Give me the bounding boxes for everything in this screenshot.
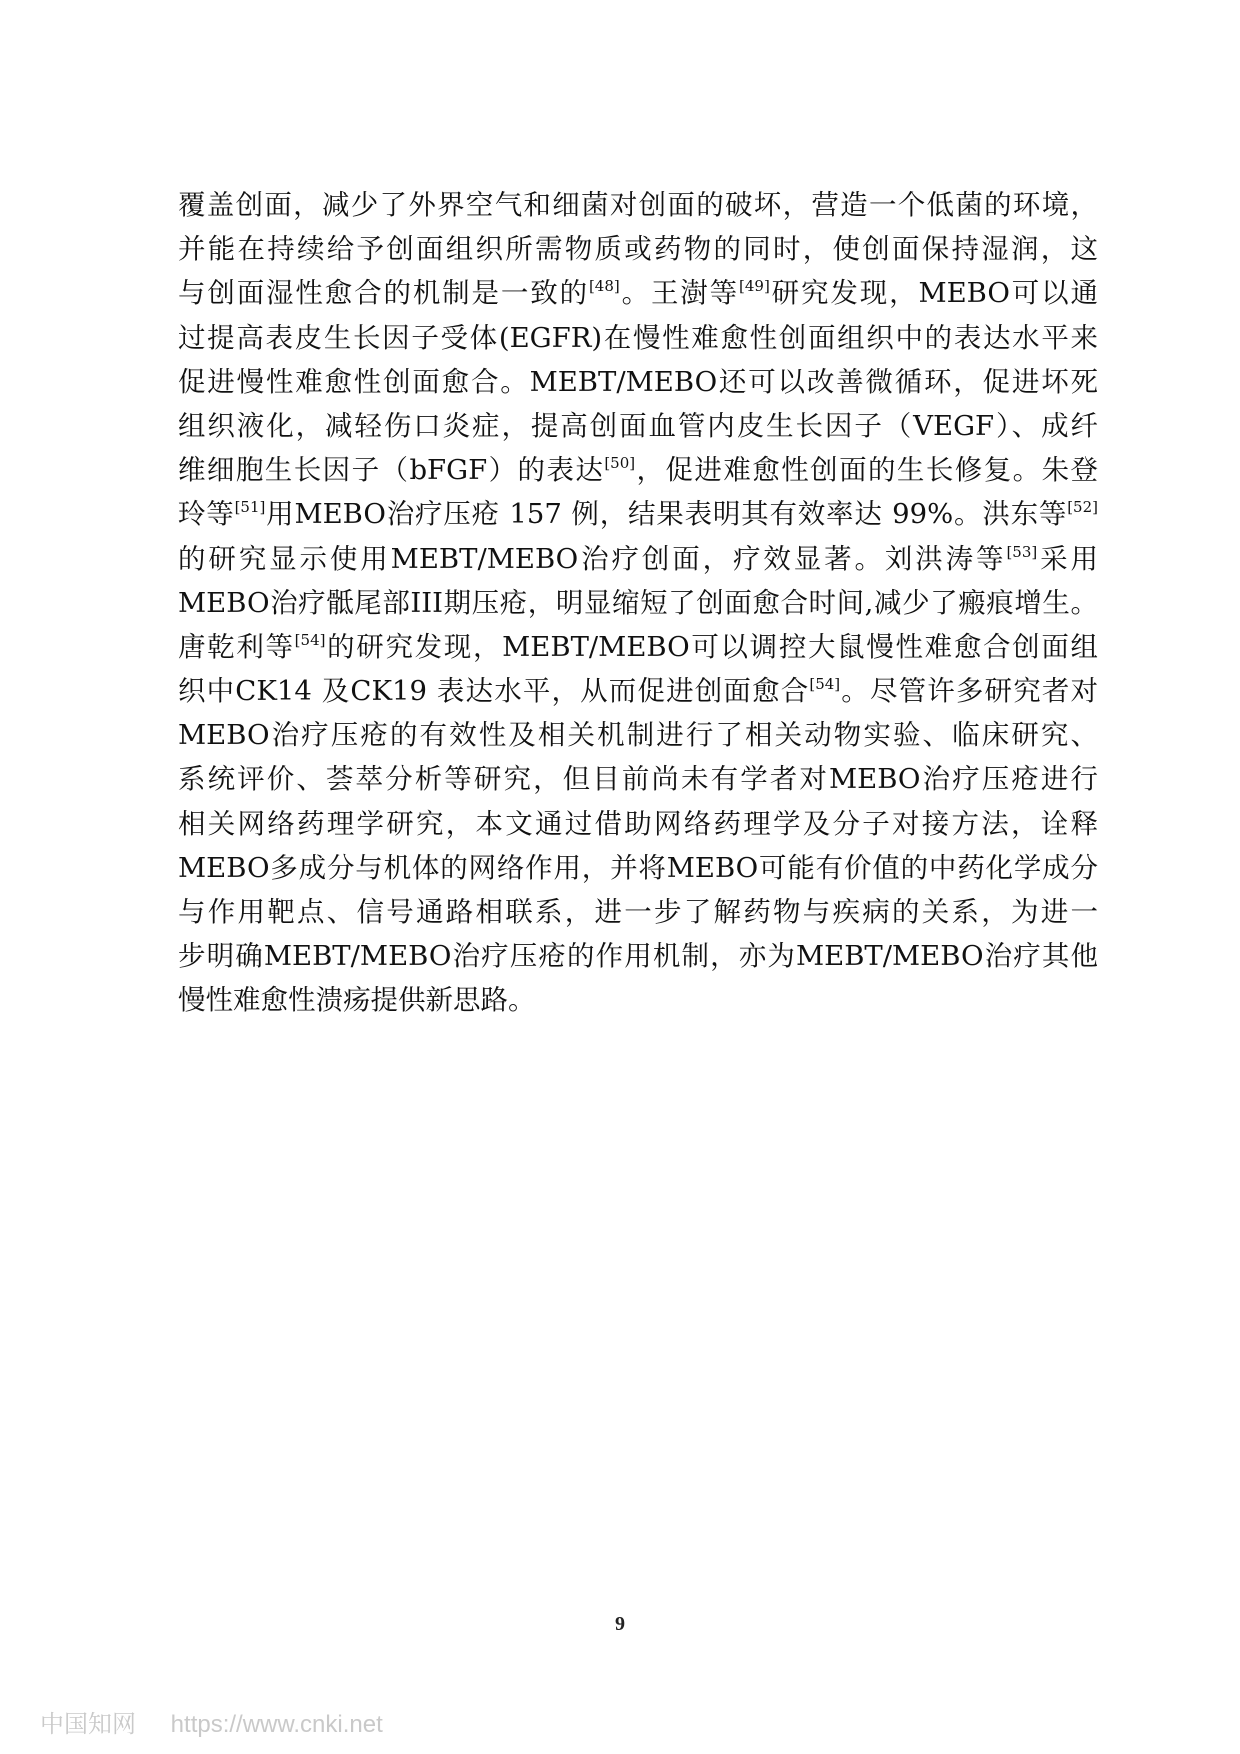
text-run: 维细胞生长因子（bFGF）的表达	[178, 454, 605, 487]
text-line	[178, 404, 1098, 448]
text-run: 研究发现，MEBO可以通	[769, 277, 1099, 310]
citation-ref: [51]	[234, 498, 266, 517]
text-run: 。王澍等	[619, 277, 740, 310]
text-line	[178, 183, 1098, 227]
watermark-url: https://www.cnki.net	[170, 1711, 383, 1738]
text-line	[178, 448, 1098, 492]
text-line	[178, 360, 1098, 404]
text-run: 的研究显示使用MEBT/MEBO治疗创面，疗效显著。刘洪涛等	[178, 542, 1007, 575]
text-run: 。尽管许多研究者对	[840, 675, 1099, 708]
text-line	[178, 978, 1098, 1022]
citation-ref: [53]	[1006, 542, 1038, 561]
text-line	[178, 625, 1098, 669]
text-line	[178, 713, 1098, 757]
citation-ref: [54]	[294, 630, 326, 649]
citation-ref: [54]	[809, 675, 841, 694]
page-number: 9	[615, 1613, 625, 1635]
text-run: 组织液化，减轻伤口炎症，提高创面血管内皮生长因子（VEGF）、成纤	[178, 409, 1098, 442]
text-run: ，促进难愈性创面的生长修复。朱登	[635, 454, 1099, 487]
text-run: 促进慢性难愈性创面愈合。MEBT/MEBO还可以改善微循环，促进坏死	[178, 365, 1098, 398]
text-run: MEBO治疗骶尾部III期压疮，明显缩短了创面愈合时间,减少了瘢痕增生。	[178, 586, 1098, 619]
text-run: 采用	[1037, 542, 1098, 575]
text-run: 并能在持续给予创面组织所需物质或药物的同时，使创面保持湿润，这	[178, 233, 1098, 266]
body-paragraph	[178, 183, 1098, 1023]
text-run: 覆盖创面，减少了外界空气和细菌对创面的破坏，营造一个低菌的环境，	[178, 189, 1098, 221]
text-line	[178, 581, 1098, 625]
citation-ref: [48]	[588, 277, 620, 296]
text-line	[178, 757, 1098, 801]
text-line	[178, 316, 1098, 360]
watermark-brand: 中国知网	[40, 1711, 136, 1738]
text-line	[178, 890, 1098, 934]
citation-ref: [49]	[739, 277, 770, 296]
text-run: 的研究发现，MEBT/MEBO可以调控大鼠慢性难愈合创面组	[325, 630, 1099, 663]
text-line	[178, 802, 1098, 846]
text-line	[178, 669, 1098, 713]
text-run: 与创面湿性愈合的机制是一致的	[178, 277, 589, 310]
text-run: 相关网络药理学研究，本文通过借助网络药理学及分子对接方法，诠释	[178, 807, 1098, 840]
watermark	[40, 1704, 383, 1739]
text-run: 唐乾利等	[178, 630, 295, 663]
text-run: 系统评价、荟萃分析等研究，但目前尚未有学者对MEBO治疗压疮进行	[178, 763, 1098, 796]
citation-ref: [50]	[604, 454, 636, 473]
text-run: MEBO治疗压疮的有效性及相关机制进行了相关动物实验、临床研究、	[178, 719, 1098, 752]
text-line	[178, 846, 1098, 890]
text-run: 用MEBO治疗压疮 157 例，结果表明其有效率达 99%。洪东等	[265, 498, 1068, 531]
text-run: 慢性难愈性溃疡提供新思路。	[178, 984, 536, 1017]
text-line	[178, 271, 1098, 315]
text-run: 步明确MEBT/MEBO治疗压疮的作用机制，亦为MEBT/MEBO治疗其他	[178, 940, 1098, 973]
text-run: MEBO多成分与机体的网络作用，并将MEBO可能有价值的中药化学成分	[178, 851, 1098, 884]
text-run: 过提高表皮生长因子受体(EGFR)在慢性难愈性创面组织中的表达水平来	[178, 321, 1098, 354]
text-line	[178, 934, 1098, 978]
text-line	[178, 537, 1098, 581]
text-run: 织中CK14 及CK19 表达水平，从而促进创面愈合	[178, 675, 810, 708]
text-run: 与作用靶点、信号通路相联系，进一步了解药物与疾病的关系，为进一	[178, 896, 1098, 928]
text-run: 玲等	[178, 498, 235, 531]
citation-ref: [52]	[1067, 498, 1098, 517]
text-line	[178, 227, 1098, 271]
text-line	[178, 492, 1098, 536]
